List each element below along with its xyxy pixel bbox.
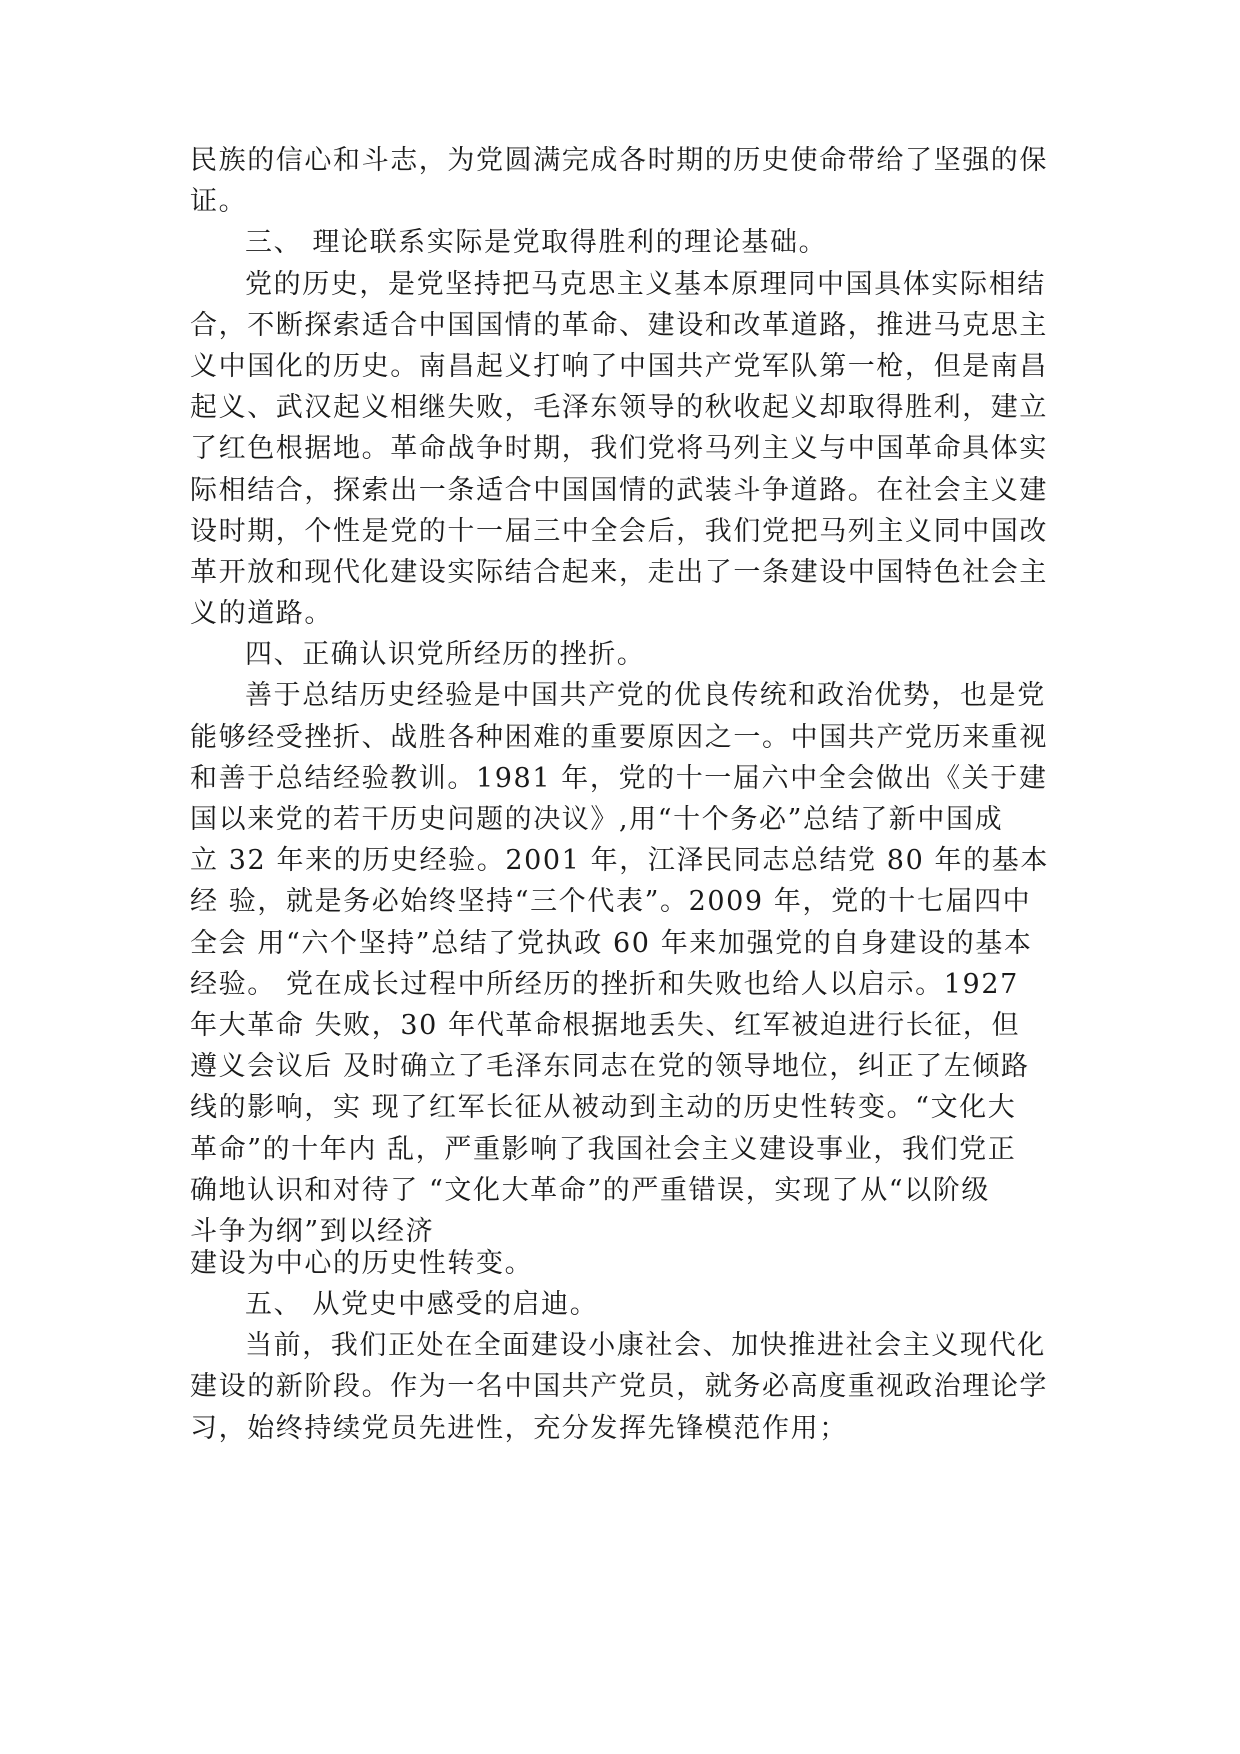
text-line: 年大革命 失败，30 年代革命根据地丢失、红军被迫进行长征，但 [190, 1009, 1021, 1041]
text-line: 建设为中心的历史性转变。 [190, 1247, 534, 1279]
text-line: 设时期，个性是党的十一届三中全会后，我们党把马列主义同中国改 [190, 515, 1048, 547]
text-line: 善于总结历史经验是中国共产党的优良传统和政治优势，也是党 [245, 680, 1046, 712]
text-line: 经 验，就是务必始终坚持“三个代表”。2009 年，党的十七届四中 [190, 886, 1032, 918]
text-line: 证。 [190, 186, 248, 218]
text-line: 当前，我们正处在全面建设小康社会、加快推进社会主义现代化 [245, 1330, 1046, 1362]
text-line: 能够经受挫折、战胜各种困难的重要原因之一。中国共产党历来重视 [190, 721, 1048, 753]
text-line: 经验。 党在成长过程中所经历的挫折和失败也给人以启示。1927 [190, 968, 1019, 1000]
text-line: 习，始终持续党员先进性，充分发挥先锋模范作用； [190, 1412, 848, 1444]
text-line: 遵义会议后 及时确立了毛泽东同志在党的领导地位，纠正了左倾路 [190, 1051, 1030, 1083]
text-line: 起义、武汉起义相继失败，毛泽东领导的秋收起义却取得胜利，建立 [190, 392, 1048, 424]
text-line: 革命”的十年内 乱，严重影响了我国社会主义建设事业，我们党正 [190, 1133, 1017, 1165]
text-line: 确地认识和对待了 “文化大革命”的严重错误，实现了从“以阶级 [190, 1174, 990, 1206]
text-line: 国以来党的若干历史问题的决议》,用“十个务必”总结了新中国成 [190, 804, 1004, 835]
text-line: 和善于总结经验教训。1981 年，党的十一届六中全会做出《关于建 [190, 762, 1048, 794]
section-heading-5: 五、 从党史中感受的启迪。 [245, 1289, 599, 1321]
section-heading-3: 三、 理论联系实际是党取得胜利的理论基础。 [245, 227, 828, 259]
text-line: 党的历史，是党坚持把马克思主义基本原理同中国具体实际相结 [245, 268, 1046, 300]
text-line: 全会 用“六个坚持”总结了党执政 60 年来加强党的自身建设的基本 [190, 927, 1033, 959]
text-line: 立 32 年来的历史经验。2001 年，江泽民同志总结党 80 年的基本 [190, 845, 1049, 877]
text-line: 建设的新阶段。作为一名中国共产党员，就务必高度重视政治理论学 [190, 1371, 1048, 1403]
text-line: 民族的信心和斗志，为党圆满完成各时期的历史使命带给了坚强的保 [190, 145, 1048, 176]
document-page [190, 145, 1060, 1454]
text-line: 义的道路。 [190, 598, 333, 630]
text-line: 了红色根据地。革命战争时期，我们党将马列主义与中国革命具体实 [190, 433, 1048, 465]
text-line: 义中国化的历史。南昌起义打响了中国共产党军队第一枪，但是南昌 [190, 350, 1048, 382]
text-line: 斗争为纲”到以经济 [190, 1215, 435, 1247]
text-line: 际相结合，探索出一条适合中国国情的武装斗争道路。在社会主义建 [190, 474, 1048, 506]
text-line: 革开放和现代化建设实际结合起来，走出了一条建设中国特色社会主 [190, 556, 1048, 588]
text-line: 线的影响，实 现了红军长征从被动到主动的历史性转变。“文化大 [190, 1092, 1017, 1124]
section-heading-4: 四、正确认识党所经历的挫折。 [245, 639, 646, 671]
text-line: 合，不断探索适合中国国情的革命、建设和改革道路，推进马克思主 [190, 309, 1048, 341]
